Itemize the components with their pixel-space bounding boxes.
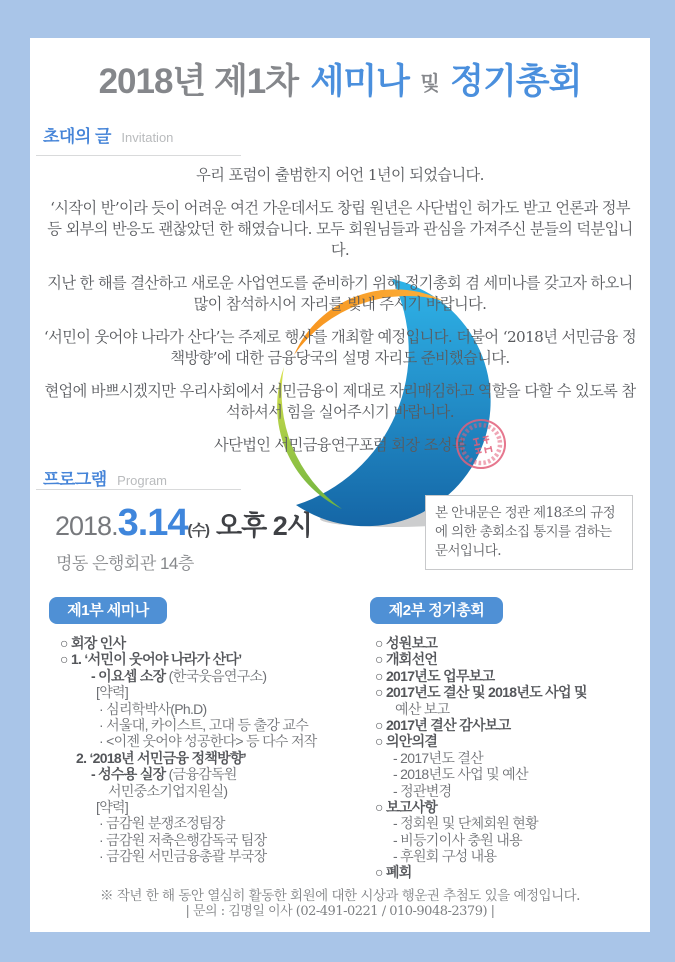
- event-weekday: (수): [187, 522, 210, 539]
- list-item: - 2017년도 결산: [393, 749, 483, 766]
- list-item: 예산 보고: [395, 700, 450, 717]
- list-item: ○ 회장 인사: [60, 635, 126, 651]
- program-heading-ko: 프로그램: [43, 470, 107, 489]
- list-item: [약력]: [96, 684, 129, 701]
- part2-program-list: [375, 635, 645, 881]
- president-seal-stamp: [452, 414, 510, 474]
- list-item: · 서울대, 카이스트, 고대 등 출강 교수: [99, 716, 309, 733]
- list-item: ○ 의안의결: [375, 733, 438, 750]
- part1-badge: 제1부 세미나: [49, 597, 167, 624]
- list-item: - 성수용 실장 (금융감독원: [91, 766, 237, 783]
- invitation-heading: [43, 122, 173, 147]
- event-venue: 명동 은행회관 14층: [56, 554, 194, 573]
- title-general-meeting: 정기총회: [450, 62, 582, 101]
- list-item: · 금감원 분쟁조정팀장: [99, 815, 225, 832]
- list-item: - 비등기이사 충원 내용: [393, 831, 522, 848]
- event-year: 2018.: [55, 511, 118, 541]
- footer-contact: | 문의 : 김명일 이사 (02-491-0221 / 010-9048-2379) |: [185, 904, 495, 919]
- event-time: 오후 2시: [216, 511, 312, 541]
- invitation-body: [42, 165, 638, 468]
- invitation-document: [30, 38, 650, 932]
- part2-badge: 제2부 정기총회: [370, 597, 503, 624]
- list-item: ○ 폐회: [375, 864, 412, 881]
- list-item: - 2018년도 사업 및 예산: [393, 766, 528, 783]
- list-item: - 후원회 구성 내용: [393, 848, 497, 865]
- list-item: ○ 개회선언: [375, 651, 438, 668]
- event-datetime: [55, 502, 312, 545]
- program-heading: [43, 465, 167, 490]
- list-item: · <이젠 웃어야 성공한다> 등 다수 저작: [99, 733, 317, 750]
- list-item: 2. ‘2018년 서민금융 정책방향’: [76, 749, 246, 766]
- list-item: · 금감원 저축은행감독국 팀장: [99, 831, 267, 848]
- signature-line: 사단법인 서민금융연구포럼 회장 조성목: [214, 436, 466, 454]
- list-item: - 정관변경: [393, 782, 452, 799]
- title-and: 및: [420, 73, 439, 95]
- list-item: · 금감원 서민금융총괄 부국장: [99, 848, 267, 865]
- invitation-paragraph: 우리 포럼이 출범한지 어언 1년이 되었습니다.: [196, 166, 484, 184]
- invitation-heading-ko: 초대의 글: [43, 127, 111, 146]
- title-year: 2018년 제1차: [98, 62, 299, 101]
- part1-program-list: [60, 635, 365, 864]
- invitation-paragraph: 현업에 바쁘시겠지만 우리사회에서 서민금융이 제대로 자리매김하고 역할을 다할 수 있도록 참석하셔서 힘을 실어주시기 바랍니다.: [44, 382, 636, 421]
- list-item: ○ 1. ‘서민이 웃어야 나라가 산다’: [60, 651, 242, 668]
- program-heading-rule: [36, 489, 241, 490]
- list-item: - 이요셉 소장 (한국웃음연구소): [91, 667, 267, 684]
- event-date: 3.14: [117, 502, 188, 544]
- page-title: [30, 54, 650, 104]
- list-item: 서민중소기업지원실): [108, 782, 228, 799]
- invitation-heading-en: Invitation: [121, 130, 174, 145]
- list-item: ○ 보고사항: [375, 798, 438, 815]
- list-item: ○ 성원보고: [375, 635, 438, 651]
- list-item: - 정회원 및 단체회원 현황: [393, 815, 538, 832]
- program-heading-en: Program: [117, 473, 168, 488]
- invitation-paragraph: 지난 한 해를 결산하고 새로운 사업연도를 준비하기 위해 정기총회 겸 세미나를 갖고자 하오니 많이 참석하시어 자리를 빛내 주시기 바랍니다.: [47, 274, 633, 313]
- list-item: ○ 2017년도 결산 및 2018년도 사업 및: [375, 684, 587, 701]
- footer-notes: [30, 888, 650, 920]
- meeting-notice-box: 본 안내문은 정관 제18조의 규정에 의한 총회소집 통지를 겸하는 문서입니다.: [425, 495, 633, 570]
- list-item: [약력]: [96, 798, 129, 815]
- invitation-heading-rule: [36, 155, 241, 156]
- list-item: ○ 2017년도 업무보고: [375, 667, 495, 684]
- list-item: ○ 2017년 결산 감사보고: [375, 716, 511, 733]
- invitation-paragraph: ‘서민이 웃어야 나라가 산다’는 주제로 행사를 개최할 예정입니다. 더불어 ‘2018년 서민금융 정책방향’에 대한 금융당국의 설명 자리도 준비했습니다.: [43, 328, 637, 367]
- invitation-paragraph: ‘시작이 반’이라 듯이 어려운 여건 가운데서도 창립 원년은 사단법인 허가도 받고 언론과 정부 등 외부의 반응도 괜찮았던 한 해였습니다. 모두 회원님들과 관심을 가져주신 분들의 덕분입니다.: [47, 199, 633, 259]
- list-item: · 심리학박사(Ph.D): [99, 700, 207, 717]
- footer-award-note: ※ 작년 한 해 동안 열심히 활동한 회원에 대한 시상과 행운권 추첨도 있을 예정입니다.: [100, 888, 580, 904]
- title-seminar: 세미나: [310, 62, 409, 101]
